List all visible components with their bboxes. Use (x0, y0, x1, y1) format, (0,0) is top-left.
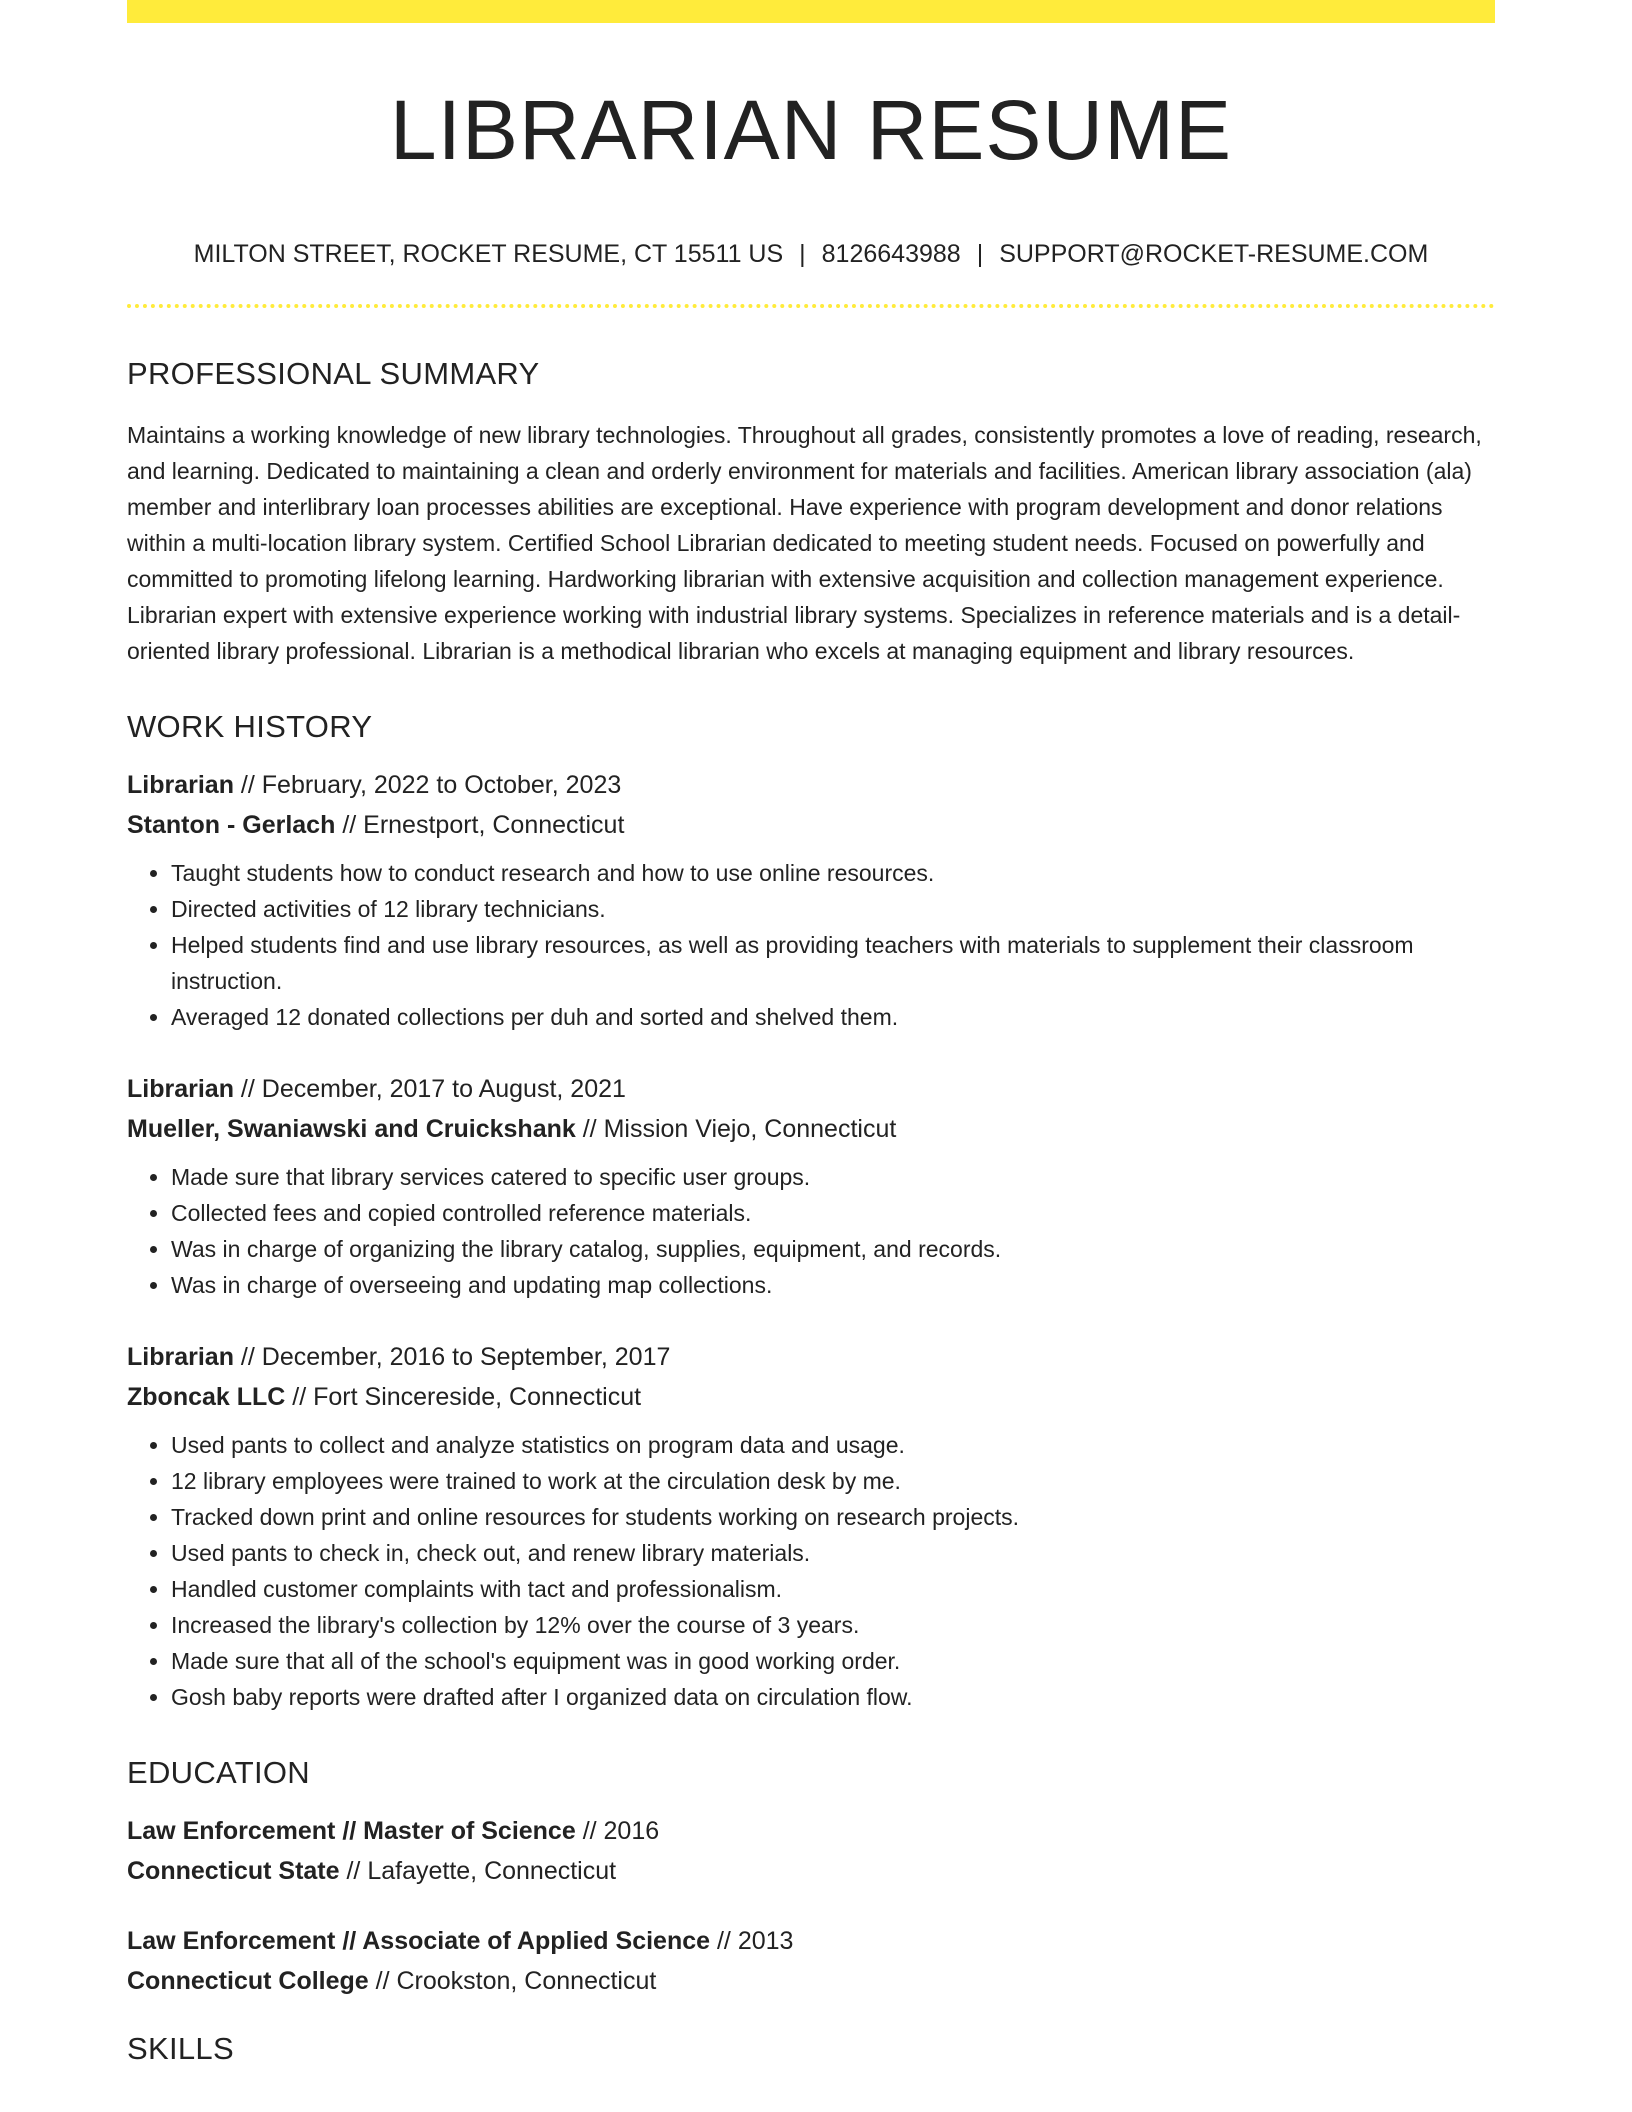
job-location: // Fort Sincereside, Connecticut (285, 1383, 642, 1411)
school-line (127, 1961, 1495, 2001)
contact-line (127, 234, 1495, 274)
list-item: • Was in charge of overseeing and updating map collections. (171, 1267, 1495, 1303)
job-title: Librarian (127, 771, 234, 799)
section-heading-education: EDUCATION (127, 1755, 310, 1790)
education-entry (127, 1921, 1495, 2001)
job-dates: // December, 2017 to August, 2021 (233, 1075, 626, 1103)
list-item: • Collected fees and copied controlled reference materials. (171, 1195, 1495, 1231)
work-history-section (127, 703, 1495, 1715)
list-item: • Taught students how to conduct research and how to use online resources. (171, 855, 1495, 891)
skills-section (127, 2025, 1495, 2073)
separator: | (976, 240, 984, 268)
school: Connecticut State (127, 1857, 340, 1885)
section-heading-summary: PROFESSIONAL SUMMARY (127, 356, 540, 391)
school-line (127, 1851, 1495, 1891)
list-item: • Increased the library's collection by 12% over the course of 3 years. (171, 1607, 1495, 1643)
degree: Law Enforcement // Master of Science (127, 1817, 576, 1845)
summary-section (127, 350, 1495, 669)
job-company-line (127, 805, 1495, 845)
degree-year: // 2013 (710, 1927, 794, 1955)
list-item: • Tracked down print and online resources for students working on research projects. (171, 1499, 1495, 1535)
job-dates: // December, 2016 to September, 2017 (233, 1343, 671, 1371)
education-section (127, 1749, 1495, 2001)
job-company: Mueller, Swaniawski and Cruickshank (127, 1115, 576, 1143)
accent-bar (127, 0, 1495, 23)
job-location: // Ernestport, Connecticut (335, 811, 625, 839)
education-entry (127, 1811, 1495, 1891)
degree-year: // 2016 (575, 1817, 660, 1845)
list-item: • Gosh baby reports were drafted after I organized data on circulation flow. (171, 1679, 1495, 1715)
school-location: // Crookston, Connecticut (368, 1967, 657, 1995)
job-company: Zboncak LLC (127, 1383, 286, 1411)
job-title-line (127, 765, 1495, 805)
job-dates: // February, 2022 to October, 2023 (233, 771, 622, 799)
job-company-line (127, 1109, 1495, 1149)
section-heading-skills: SKILLS (127, 2031, 234, 2066)
degree: Law Enforcement // Associate of Applied Science (127, 1927, 711, 1955)
list-item: • Used pants to collect and analyze statistics on program data and usage. (171, 1427, 1495, 1463)
phone: 8126643988 (821, 240, 961, 268)
job-bullets (127, 1159, 1495, 1303)
list-item: • Directed activities of 12 library technicians. (171, 891, 1495, 927)
separator: | (799, 240, 806, 268)
list-item: • Averaged 12 donated collections per duh and sorted and shelved them. (171, 999, 1495, 1035)
list-item: • Handled customer complaints with tact and professionalism. (171, 1571, 1495, 1607)
resume-content (127, 350, 1495, 2073)
school: Connecticut College (127, 1967, 369, 1995)
job-company-line (127, 1377, 1495, 1417)
job-entry (127, 765, 1495, 1035)
job-bullets (127, 1427, 1495, 1715)
job-title-line (127, 1337, 1495, 1377)
job-title-line (127, 1069, 1495, 1109)
resume-title: LIBRARIAN RESUME (389, 83, 1233, 177)
section-heading-work: WORK HISTORY (127, 709, 373, 744)
job-company: Stanton - Gerlach (127, 811, 336, 839)
list-item: • Helped students find and use library resources, as well as providing teachers with materials to supplement their classroom instruction. (171, 927, 1495, 999)
list-item: • Was in charge of organizing the library catalog, supplies, equipment, and records. (171, 1231, 1495, 1267)
address: MILTON STREET, ROCKET RESUME, CT 15511 US (193, 240, 784, 268)
list-item: • 12 library employees were trained to work at the circulation desk by me. (171, 1463, 1495, 1499)
degree-line (127, 1811, 1495, 1851)
school-location: // Lafayette, Connecticut (339, 1857, 617, 1885)
job-title: Librarian (127, 1075, 234, 1103)
email: SUPPORT@ROCKET-RESUME.COM (999, 240, 1429, 268)
dotted-divider (127, 304, 1495, 308)
job-entry (127, 1337, 1495, 1715)
degree-line (127, 1921, 1495, 1961)
list-item: • Made sure that library services catered to specific user groups. (171, 1159, 1495, 1195)
summary-text: Maintains a working knowledge of new library technologies. Throughout all grades, consistently promotes a love of reading, research, and learning. Dedicated to maintaining a clean and orderly environment for materials and facilities. American library association (ala) member and interlibrary loan processes abilities are exceptional. Have experience with program development and donor relations within a multi-location library system. Certified School Librarian dedicated to meeting student needs. Focused on powerfully and committed to promoting lifelong learning. Hardworking librarian with extensive acquisition and collection management experience. Librarian expert with extensive experience working with industrial library systems. Specializes in reference materials and is a detail-oriented library professional. Librarian is a methodical librarian who excels at managing equipment and library resources. (127, 422, 1482, 664)
job-bullets (127, 855, 1495, 1035)
list-item: • Used pants to check in, check out, and renew library materials. (171, 1535, 1495, 1571)
job-title: Librarian (127, 1343, 234, 1371)
job-entry (127, 1069, 1495, 1303)
list-item: • Made sure that all of the school's equipment was in good working order. (171, 1643, 1495, 1679)
job-location: // Mission Viejo, Connecticut (575, 1115, 897, 1143)
